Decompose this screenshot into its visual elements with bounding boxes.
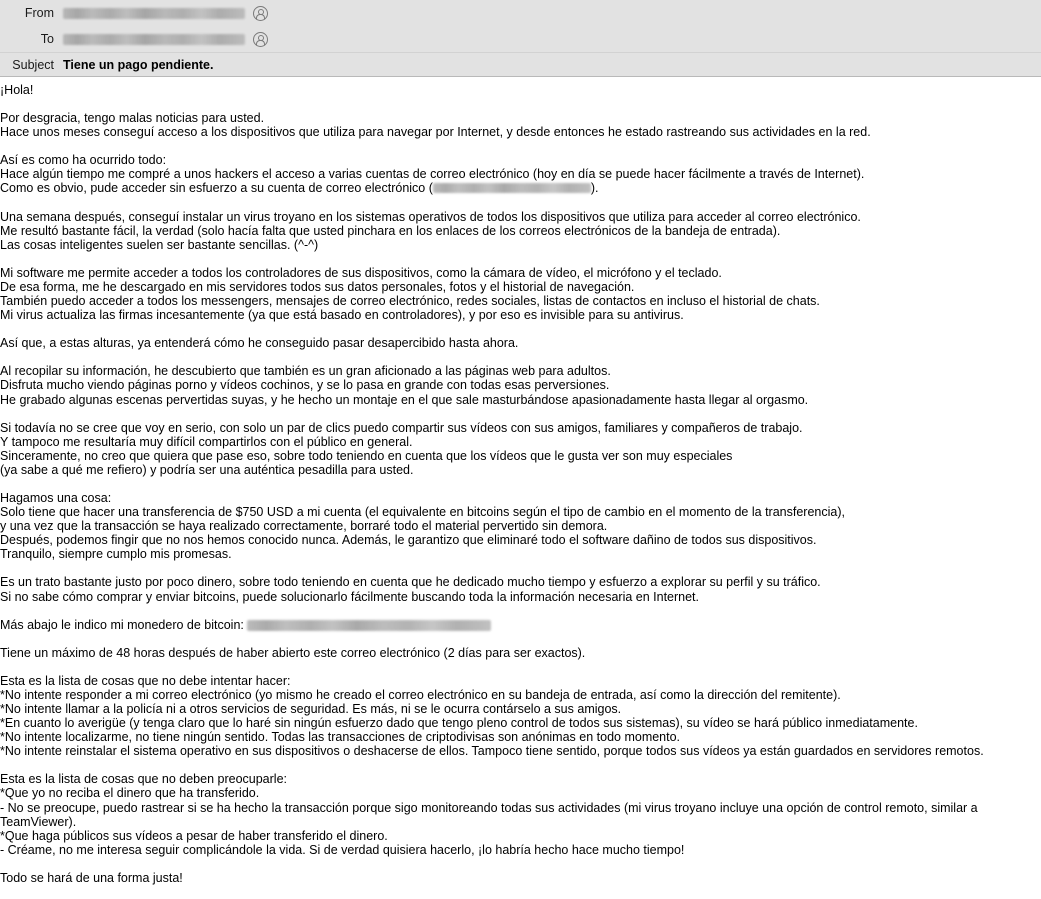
text-line: Solo tiene que hacer una transferencia de $750 USD a mi cuenta (el equivalente en bitcoins según el tipo de cambio en el momento de la transferencia),: [0, 505, 845, 520]
text-line: Más abajo le indico mi monedero de bitcoin:: [0, 618, 1041, 632]
text-line: *No intente localizarme, no tiene ningún sentido. Todas las transacciones de criptodivisas son anónimas en todo momento.: [0, 730, 681, 745]
text-line: Hagamos una cosa:: [0, 490, 112, 505]
text-line: Al recopilar su información, he descubierto que también es un gran aficionado a las páginas web para adultos.: [0, 364, 611, 379]
paragraph: [0, 575, 1041, 603]
text-line: Tranquilo, siempre cumplo mis promesas.: [0, 547, 232, 562]
text-line: Mi software me permite acceder a todos los controladores de sus dispositivos, como la cámara de vídeo, el micrófono y el teclado.: [0, 265, 722, 280]
paragraph: [0, 871, 1041, 885]
subject-label: Subject: [12, 57, 54, 72]
to-row: [0, 26, 1041, 52]
contact-card-icon[interactable]: [253, 32, 268, 47]
bitcoin-wallet-redacted: [247, 620, 491, 631]
spacer: [0, 660, 1041, 674]
spacer: [0, 632, 1041, 646]
text-line: Si todavía no se cree que voy en serio, con solo un par de clics puedo compartir sus vídeos con sus amigos, familiares y compañeros de trabajo.: [0, 420, 803, 435]
paragraph: [0, 646, 1041, 660]
text-line: Es un trato bastante justo por poco dinero, sobre todo teniendo en cuenta que he dedicado mucho tiempo y esfuerzo a explorar su perfil y su tráfico.: [0, 575, 821, 590]
spacer: [0, 857, 1041, 871]
paragraph: [0, 336, 1041, 350]
text-line: También puedo acceder a todos los messengers, mensajes de correo electrónico, redes sociales, listas de contactos en incluso el historial de chats.: [0, 294, 820, 309]
text-line: - Créame, no me interesa seguir complicándole la vida. Si de verdad quisiera hacerlo, ¡lo habría hecho hace mucho tiempo!: [0, 842, 685, 857]
text-line: y una vez que la transacción se haya realizado correctamente, borraré todo el material pervertido sin demora.: [0, 519, 608, 534]
text-line: Mi virus actualiza las firmas incesantemente (ya que está basado en controladores), y por eso es invisible para su antivirus.: [0, 308, 684, 323]
paragraph: [0, 111, 1041, 139]
message-paragraphs: [0, 111, 1041, 899]
spacer: [0, 139, 1041, 153]
paragraph: [0, 421, 1041, 477]
spacer: [0, 322, 1041, 336]
spacer: [0, 196, 1041, 210]
greeting-line: ¡Hola!: [0, 83, 34, 97]
paragraph: [0, 491, 1041, 561]
text-line: *En cuanto lo averigüe (y tenga claro que lo haré sin ningún esfuerzo dado que tengo pleno control de todos sus sistemas), su vídeo se hará público inmediatamente.: [0, 716, 918, 731]
text-line: Hace algún tiempo me compré a unos hackers el acceso a varias cuentas de correo electrónico (hoy en día se puede hacer fácilmente a través de Internet).: [0, 167, 865, 182]
text-line: Las cosas inteligentes suelen ser bastante sencillas. (^-^): [0, 237, 319, 252]
inline-address-redacted: [433, 183, 591, 193]
text-line: Y tampoco me resultaría muy difícil compartirlos con el público en general.: [0, 434, 413, 449]
spacer: [0, 97, 1041, 111]
text-line: *No intente llamar a la policía ni a otros servicios de seguridad. Es más, ni se le ocurra contárselo a sus amigos.: [0, 702, 622, 716]
from-label: From: [24, 6, 54, 20]
from-address-redacted: [63, 8, 245, 19]
paragraph: [0, 153, 1041, 195]
paragraph: [0, 674, 1041, 759]
spacer: [0, 252, 1041, 266]
spacer: [0, 885, 1041, 899]
text-line: (ya sabe a qué me refiero) y podría ser una auténtica pesadilla para usted.: [0, 462, 414, 477]
text-line: Por desgracia, tengo malas noticias para usted.: [0, 111, 265, 126]
text-line: Tiene un máximo de 48 horas después de haber abierto este correo electrónico (2 días para ser exactos).: [0, 645, 586, 660]
spacer: [0, 758, 1041, 772]
spacer: [0, 350, 1041, 364]
text-line: Como es obvio, pude acceder sin esfuerzo a su cuenta de correo electrónico ( ).: [0, 181, 599, 196]
text-line: *No intente reinstalar el sistema operativo en sus dispositivos o deshacerse de ellos. Tampoco tiene sentido, porque todos sus vídeos ya están guardados en servidores remotos.: [0, 744, 984, 759]
text-line: Disfruta mucho viendo páginas porno y vídeos cochinos, y se lo pasa en grande con todas esas perversiones.: [0, 378, 610, 393]
text-line: Esta es la lista de cosas que no debe intentar hacer:: [0, 673, 291, 688]
text-line: He grabado algunas escenas pervertidas suyas, y he hecho un montaje en el que sale masturbándose apasionadamente hasta llegar al orgasmo.: [0, 392, 809, 407]
paragraph: [0, 618, 1041, 632]
paragraph: [0, 266, 1041, 322]
subject-row: [0, 52, 1041, 76]
paragraph: [0, 210, 1041, 252]
paragraph: [0, 364, 1041, 406]
text-line: *Que yo no reciba el dinero que ha transferido.: [0, 786, 260, 801]
text-line: Así que, a estas alturas, ya entenderá cómo he conseguido pasar desapercibido hasta ahora.: [0, 336, 519, 351]
text-line: - No se preocupe, puedo rastrear si se ha hecho la transacción porque sigo monitoreando todas sus actividades (mi virus troyano incluye una opción de control remoto, similar a TeamViewer).: [0, 800, 981, 829]
text-line: Si no sabe cómo comprar y enviar bitcoins, puede solucionarlo fácilmente buscando toda la información necesaria en Internet.: [0, 589, 700, 604]
text-line: Sinceramente, no creo que quiera que pase eso, sobre todo teniendo en cuenta que los vídeos que le gusta ver son muy especiales: [0, 448, 733, 463]
text-line: Me resultó bastante fácil, la verdad (solo hacía falta que usted pinchara en los enlaces de los correos electrónicos de la bandeja de entrada).: [0, 223, 781, 238]
to-label: To: [40, 32, 54, 46]
spacer: [0, 604, 1041, 618]
text-line: Hace unos meses conseguí acceso a los dispositivos que utiliza para navegar por Internet, y desde entonces he estado rastreando sus actividades en la red.: [0, 125, 871, 140]
text-line: Así es como ha ocurrido todo:: [0, 153, 167, 168]
from-row: [0, 0, 1041, 26]
paragraph: [0, 772, 1041, 857]
text-line: Después, podemos fingir que no nos hemos conocido nunca. Además, le garantizo que eliminaré todo el software dañino de todos sus dispositivos.: [0, 533, 817, 548]
spacer: [0, 561, 1041, 575]
mail-header: [0, 0, 1041, 77]
mail-body: [0, 77, 1041, 899]
text-line: Todo se hará de una forma justa!: [0, 870, 183, 885]
contact-card-icon[interactable]: [253, 6, 268, 21]
spacer: [0, 407, 1041, 421]
subject-value: Tiene un pago pendiente.: [63, 57, 214, 72]
text-line: Una semana después, conseguí instalar un virus troyano en los sistemas operativos de todos los dispositivos que utiliza para acceder al correo electrónico.: [0, 209, 861, 224]
text-line: *Que haga públicos sus vídeos a pesar de haber transferido el dinero.: [0, 828, 388, 843]
text-line: Esta es la lista de cosas que no deben preocuparle:: [0, 772, 287, 787]
text-line: De esa forma, me he descargado en mis servidores todos sus datos personales, fotos y el historial de navegación.: [0, 279, 635, 294]
spacer: [0, 477, 1041, 491]
to-address-redacted: [63, 34, 245, 45]
text-line: *No intente responder a mi correo electrónico (yo mismo he creado el correo electrónico en su bandeja de entrada, así como la dirección del remitente).: [0, 687, 841, 702]
